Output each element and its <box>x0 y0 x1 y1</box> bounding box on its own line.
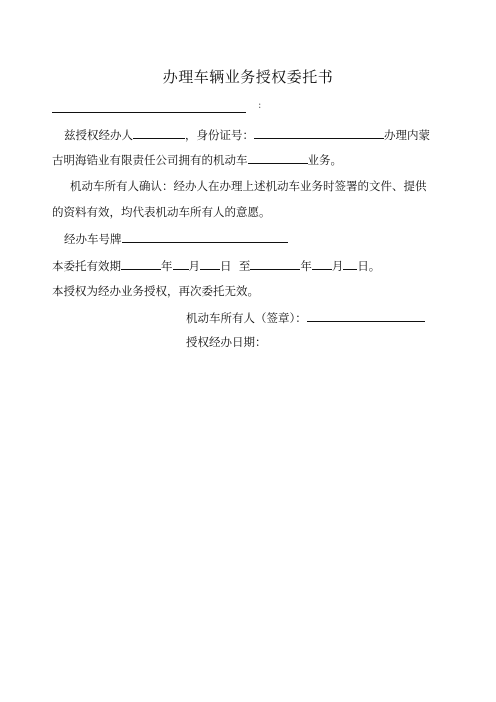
to-label: 至 <box>238 259 251 273</box>
authorization-line-1 <box>64 126 430 143</box>
id-number-label: ，身份证号： <box>185 128 254 142</box>
company-vehicle-label: 古明海锆业有限责任公司拥有的机动车 <box>52 153 248 167</box>
authorization-note: 本授权为经办业务授权，再次委托无效。 <box>52 284 259 298</box>
start-year-blank[interactable] <box>121 257 161 270</box>
plate-number-blank[interactable] <box>122 230 288 243</box>
business-suffix: 业务。 <box>307 153 342 167</box>
addressee-blank[interactable] <box>52 100 246 113</box>
end-year-label: 年 <box>300 259 312 273</box>
end-month-blank[interactable] <box>312 257 332 270</box>
authorization-line-2 <box>52 151 342 168</box>
handle-label: 办理内蒙 <box>384 128 430 142</box>
owner-signature-blank[interactable] <box>307 309 425 322</box>
owner-signature-label: 机动车所有人（签章）： <box>186 311 307 325</box>
owner-signature-line <box>186 309 425 326</box>
plate-number-line <box>64 230 288 247</box>
validity-line <box>52 257 380 274</box>
document-title: 办理车辆业务授权委托书 <box>162 68 334 86</box>
authorization-date-label: 授权经办日期： <box>186 335 267 349</box>
business-type-blank[interactable] <box>248 151 308 164</box>
owner-confirmation-line-2: 的资料有效，均代表机动车所有人的意愿。 <box>52 205 271 219</box>
end-day-blank[interactable] <box>343 257 357 270</box>
id-number-blank[interactable] <box>254 126 384 139</box>
authorization-date-line <box>186 334 267 350</box>
addressee-colon: : <box>258 100 262 111</box>
start-month-blank[interactable] <box>173 257 189 270</box>
agent-name-blank[interactable] <box>133 126 185 139</box>
day-label: 日 <box>220 259 232 273</box>
plate-number-label: 经办车号牌 <box>64 232 122 246</box>
validity-label: 本委托有效期 <box>52 259 121 273</box>
end-year-blank[interactable] <box>250 257 300 270</box>
start-day-blank[interactable] <box>200 257 220 270</box>
end-day-label: 日。 <box>357 259 381 273</box>
year-label: 年 <box>161 259 173 273</box>
owner-confirmation-line-1: 机动车所有人确认：经办人在办理上述机动车业务时签署的文件、提供 <box>70 179 427 193</box>
end-month-label: 月 <box>331 259 344 273</box>
agent-label: 兹授权经办人 <box>64 128 133 142</box>
month-label: 月 <box>188 259 200 273</box>
